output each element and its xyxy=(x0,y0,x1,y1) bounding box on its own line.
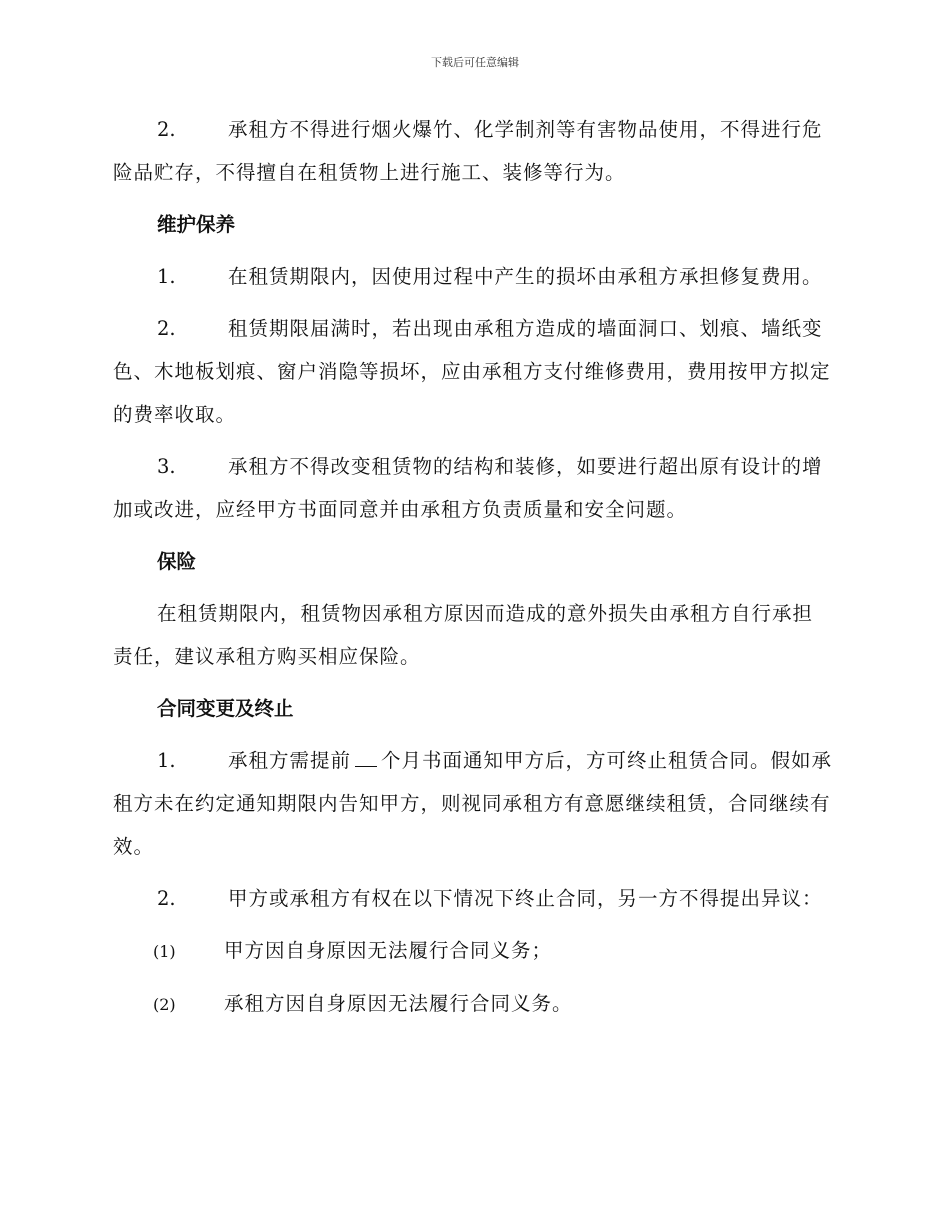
sub-clause-1 xyxy=(113,929,833,973)
heading-insurance: 保险 xyxy=(157,550,197,573)
sub-clause-text: 承租方因自身原因无法履行合同义务。 xyxy=(224,992,573,1015)
clause-number: 1. xyxy=(157,265,176,288)
sub-clause-2 xyxy=(113,982,833,1026)
clause-insurance: 在租赁期限内，租赁物因承租方原因而造成的意外损失由承租方自行承担责任，建议承租方购买相应保险。 xyxy=(113,602,814,668)
clause-number: 1. xyxy=(157,749,176,772)
sub-clause-text: 甲方因自身原因无法履行合同义务； xyxy=(224,939,553,962)
clause-change-2 xyxy=(113,877,833,920)
clause-number: 2. xyxy=(157,887,176,910)
clause-maint-3 xyxy=(113,445,833,531)
clause-text: 在租赁期限内，因使用过程中产生的损坏由承租方承担修复费用。 xyxy=(228,265,823,288)
clause-text-part-a: 承租方需提前 xyxy=(228,749,352,772)
sub-clause-number: (1) xyxy=(153,942,176,961)
clause-maint-1 xyxy=(113,255,833,298)
clause-text: 甲方或承租方有权在以下情况下终止合同，另一方不得提出异议： xyxy=(228,887,823,910)
fill-in-blank xyxy=(355,752,377,767)
sub-clause-number: (2) xyxy=(153,995,176,1014)
clause-maint-2 xyxy=(113,307,833,436)
heading-maintenance: 维护保养 xyxy=(157,213,236,236)
clause-text: 承租方不得进行烟火爆竹、化学制剂等有害物品使用，不得进行危险品贮存，不得擅自在租赁物上进行施工、装修等行为。 xyxy=(113,118,823,184)
clause-number: 2. xyxy=(157,317,176,340)
heading-change-termination: 合同变更及终止 xyxy=(157,697,294,720)
clause-text: 承租方不得改变租赁物的结构和装修，如要进行超出原有设计的增加或改进，应经甲方书面同意并由承租方负责质量和安全问题。 xyxy=(113,455,823,521)
clause-number: 3. xyxy=(157,455,176,478)
clause-text: 租赁期限届满时，若出现由承租方造成的墙面洞口、划痕、墙纸变色、木地板划痕、窗户消隐等损坏，应由承租方支付维修费用，费用按甲方拟定的费率收取。 xyxy=(113,317,831,426)
page-header: 下载后可任意编辑 xyxy=(431,56,519,69)
clause-number: 2. xyxy=(157,118,176,141)
clause-change-1 xyxy=(113,739,833,868)
clause-use-2 xyxy=(113,108,833,194)
document-body xyxy=(113,108,833,1035)
clause-text-part-b: 个月书面通知甲方后，方可终止租赁合同。假如承租方未在约定通知期限内告知甲方，则视同承租方有意愿继续租赁，合同继续有效。 xyxy=(113,749,833,858)
